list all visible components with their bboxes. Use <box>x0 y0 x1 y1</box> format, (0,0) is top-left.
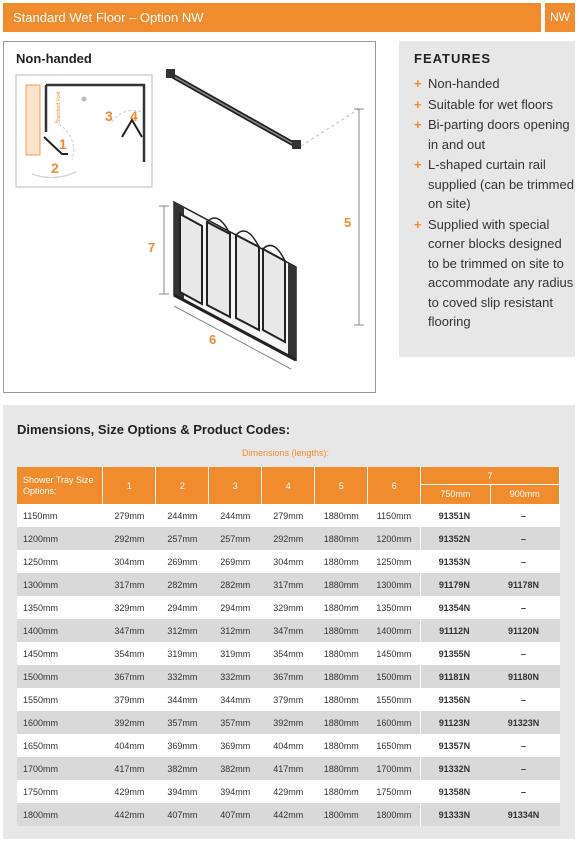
plan-label-2: 2 <box>51 160 59 176</box>
table-row <box>17 711 560 734</box>
dimension-cell: 317mm <box>262 573 315 596</box>
dimension-cell: 1800mm <box>368 803 421 826</box>
dimension-cell: 354mm <box>262 642 315 665</box>
dimensions-title: Dimensions, Size Options & Product Codes: <box>17 422 291 437</box>
product-code-cell: – <box>488 780 560 803</box>
size-cell: 1200mm <box>17 527 103 550</box>
header-col-1: 1 <box>103 467 156 504</box>
dimension-cell: 312mm <box>209 619 262 642</box>
dimension-cell: 244mm <box>209 504 262 527</box>
rail-end-left <box>166 69 175 78</box>
header-col-2: 2 <box>156 467 209 504</box>
dimension-cell: 1880mm <box>315 757 368 780</box>
dimension-cell: 379mm <box>103 688 156 711</box>
size-cell: 1250mm <box>17 550 103 573</box>
dimension-cell: 282mm <box>156 573 209 596</box>
dimension-cell: 357mm <box>209 711 262 734</box>
feature-item: + L-shaped curtain rail supplied (can be trimmed on site) <box>414 157 574 211</box>
size-cell: 1300mm <box>17 573 103 596</box>
dimension-cell: 382mm <box>209 757 262 780</box>
dimension-cell: 369mm <box>209 734 262 757</box>
size-cell: 1700mm <box>17 757 103 780</box>
diagram-panel <box>3 41 376 393</box>
dimension-cell: 367mm <box>262 665 315 688</box>
dimension-cell: 1400mm <box>368 619 421 642</box>
screen-panels <box>174 202 296 360</box>
dimension-label-6: 6 <box>209 332 217 347</box>
product-code-cell: 91354N <box>421 596 488 619</box>
dimension-cell: 429mm <box>103 780 156 803</box>
rail-end-right <box>292 140 301 149</box>
dimension-cell: 1650mm <box>368 734 421 757</box>
dimension-cell: 404mm <box>103 734 156 757</box>
table-row <box>17 504 560 527</box>
dimension-cell: 382mm <box>156 757 209 780</box>
plus-icon: + <box>414 76 422 91</box>
product-code-cell: – <box>488 688 560 711</box>
diagram-title: Non-handed <box>16 51 92 66</box>
dimension-cell: 1550mm <box>368 688 421 711</box>
size-cell: 1800mm <box>17 803 103 826</box>
features-title: FEATURES <box>414 51 492 66</box>
dimension-cell: 1150mm <box>368 504 421 527</box>
header-size: Shower Tray Size Options: <box>17 467 103 504</box>
size-cell: 1350mm <box>17 596 103 619</box>
dimension-cell: 304mm <box>262 550 315 573</box>
feature-item: + Suitable for wet floors <box>414 95 575 115</box>
table-row <box>17 527 560 550</box>
table-row <box>17 642 560 665</box>
dimension-cell: 407mm <box>209 803 262 826</box>
feature-item: + Non-handed <box>414 74 575 94</box>
header-col-3: 3 <box>209 467 262 504</box>
dimension-cell: 417mm <box>262 757 315 780</box>
feature-item: + Bi-parting doors opening in and out <box>414 117 570 152</box>
dimension-cell: 347mm <box>262 619 315 642</box>
dimensions-subtitle: Dimensions (lengths): <box>241 448 330 458</box>
page-title: Standard Wet Floor – Option NW <box>13 10 204 25</box>
dimension-cell: 357mm <box>156 711 209 734</box>
dimension-cell: 1880mm <box>315 780 368 803</box>
plus-icon: + <box>414 157 422 172</box>
dimension-cell: 369mm <box>156 734 209 757</box>
dimension-cell: 329mm <box>103 596 156 619</box>
dimension-cell: 344mm <box>156 688 209 711</box>
product-code-cell: 91323N <box>488 711 560 734</box>
dimension-cell: 344mm <box>209 688 262 711</box>
header-col-7 <box>421 467 560 504</box>
plus-icon: + <box>414 117 422 132</box>
product-code-cell: 91120N <box>488 619 560 642</box>
dimension-cell: 1250mm <box>368 550 421 573</box>
product-code-cell: – <box>488 550 560 573</box>
dimension-cell: 1880mm <box>315 665 368 688</box>
product-code-cell: – <box>488 504 560 527</box>
dimension-cell: 279mm <box>103 504 156 527</box>
dimension-cell: 392mm <box>262 711 315 734</box>
product-code-cell: 91112N <box>421 619 488 642</box>
table-row <box>17 688 560 711</box>
dimension-cell: 394mm <box>209 780 262 803</box>
features-panel <box>399 41 575 357</box>
dimension-cell: 1350mm <box>368 596 421 619</box>
dimension-cell: 319mm <box>156 642 209 665</box>
feature-item: + Supplied with special corner blocks designed to be trimmed on site to accommodate any radius to coved slip resistant flooring <box>414 216 574 329</box>
product-code-cell: 91178N <box>488 573 560 596</box>
size-cell: 1750mm <box>17 780 103 803</box>
dimension-cell: 1300mm <box>368 573 421 596</box>
plan-void <box>26 85 40 155</box>
dimension-cell: 317mm <box>103 573 156 596</box>
dimension-cell: 1450mm <box>368 642 421 665</box>
dimension-cell: 244mm <box>156 504 209 527</box>
table-header-row <box>17 467 560 504</box>
table-row <box>17 780 560 803</box>
dimension-cell: 1600mm <box>368 711 421 734</box>
dimension-cell: 442mm <box>262 803 315 826</box>
product-code-cell: – <box>488 734 560 757</box>
dimension-cell: 1880mm <box>315 596 368 619</box>
dimension-cell: 354mm <box>103 642 156 665</box>
product-code-cell: 91334N <box>488 803 560 826</box>
size-cell: 1600mm <box>17 711 103 734</box>
size-cell: 1550mm <box>17 688 103 711</box>
page-header <box>3 3 541 32</box>
dimension-cell: 329mm <box>262 596 315 619</box>
header-col-7-label: 7 <box>421 468 559 485</box>
product-code-cell: – <box>488 757 560 780</box>
size-cell: 1400mm <box>17 619 103 642</box>
plan-label-4: 4 <box>130 108 138 124</box>
dimension-cell: 1700mm <box>368 757 421 780</box>
dimension-cell: 1880mm <box>315 504 368 527</box>
table-row <box>17 757 560 780</box>
dimension-label-5: 5 <box>344 215 352 230</box>
dimension-cell: 304mm <box>103 550 156 573</box>
product-code-cell: 91356N <box>421 688 488 711</box>
plan-label-3: 3 <box>105 108 113 124</box>
dimension-cell: 394mm <box>156 780 209 803</box>
product-code-cell: 91123N <box>421 711 488 734</box>
dimension-cell: 367mm <box>103 665 156 688</box>
dimension-cell: 292mm <box>103 527 156 550</box>
dimension-cell: 282mm <box>209 573 262 596</box>
dimension-cell: 257mm <box>156 527 209 550</box>
dimension-cell: 294mm <box>156 596 209 619</box>
option-code-badge: NW <box>545 3 575 32</box>
table-row <box>17 665 560 688</box>
dimension-cell: 404mm <box>262 734 315 757</box>
table-row <box>17 619 560 642</box>
dimension-cell: 1800mm <box>315 803 368 826</box>
product-code-cell: 91179N <box>421 573 488 596</box>
table-row <box>17 550 560 573</box>
plus-icon: + <box>414 96 422 112</box>
dimension-cell: 1880mm <box>315 711 368 734</box>
dimension-cell: 292mm <box>262 527 315 550</box>
product-code-cell: – <box>488 596 560 619</box>
dimension-cell: 1880mm <box>315 573 368 596</box>
dimension-cell: 1200mm <box>368 527 421 550</box>
product-code-cell: 91353N <box>421 550 488 573</box>
product-code-cell: 91351N <box>421 504 488 527</box>
dimension-cell: 407mm <box>156 803 209 826</box>
dimension-cell: 417mm <box>103 757 156 780</box>
dimension-cell: 1500mm <box>368 665 421 688</box>
dimension-cell: 1880mm <box>315 688 368 711</box>
dimension-cell: 379mm <box>262 688 315 711</box>
features-list <box>414 74 575 332</box>
table-row <box>17 734 560 757</box>
product-code-cell: 91352N <box>421 527 488 550</box>
product-code-cell: – <box>488 527 560 550</box>
product-code-cell: 91181N <box>421 665 488 688</box>
product-code-cell: 91180N <box>488 665 560 688</box>
product-diagram <box>4 42 377 394</box>
header-sub-900: 900mm <box>509 488 540 499</box>
product-code-cell: 91355N <box>421 642 488 665</box>
header-col-5: 5 <box>315 467 368 504</box>
dimension-cell: 1880mm <box>315 619 368 642</box>
table-row <box>17 803 560 826</box>
dimension-cell: 442mm <box>103 803 156 826</box>
dimension-cell: 294mm <box>209 596 262 619</box>
size-cell: 1150mm <box>17 504 103 527</box>
product-code-cell: 91358N <box>421 780 488 803</box>
dimension-cell: 1880mm <box>315 527 368 550</box>
dimension-cell: 319mm <box>209 642 262 665</box>
dimension-cell: 1880mm <box>315 642 368 665</box>
dimension-cell: 1750mm <box>368 780 421 803</box>
header-col-4: 4 <box>262 467 315 504</box>
plan-drain <box>82 97 87 102</box>
table-row <box>17 573 560 596</box>
header-col-6: 6 <box>368 467 421 504</box>
dimension-cell: 269mm <box>209 550 262 573</box>
dimension-cell: 392mm <box>103 711 156 734</box>
dimension-cell: 332mm <box>156 665 209 688</box>
plus-icon: + <box>414 216 422 232</box>
dimensions-section <box>3 405 575 839</box>
table-row <box>17 596 560 619</box>
dimension-label-7: 7 <box>148 240 156 255</box>
product-code-cell: 91332N <box>421 757 488 780</box>
dimension-cell: 347mm <box>103 619 156 642</box>
product-code-cell: 91357N <box>421 734 488 757</box>
dimension-cell: 257mm <box>209 527 262 550</box>
dimensions-table <box>17 467 560 826</box>
product-code-cell: 91333N <box>421 803 488 826</box>
size-cell: 1500mm <box>17 665 103 688</box>
dimension-cell: 312mm <box>156 619 209 642</box>
dimension-cell: 332mm <box>209 665 262 688</box>
size-cell: 1650mm <box>17 734 103 757</box>
header-sub-750: 750mm <box>421 485 490 504</box>
dimension-cell: 269mm <box>156 550 209 573</box>
dimension-cell: 1880mm <box>315 550 368 573</box>
plan-void-label: Standard Void <box>56 91 62 123</box>
dimension-cell: 429mm <box>262 780 315 803</box>
product-code-cell: – <box>488 642 560 665</box>
dimension-cell: 1880mm <box>315 734 368 757</box>
plan-label-1: 1 <box>59 136 67 152</box>
size-cell: 1450mm <box>17 642 103 665</box>
dimension-cell: 279mm <box>262 504 315 527</box>
